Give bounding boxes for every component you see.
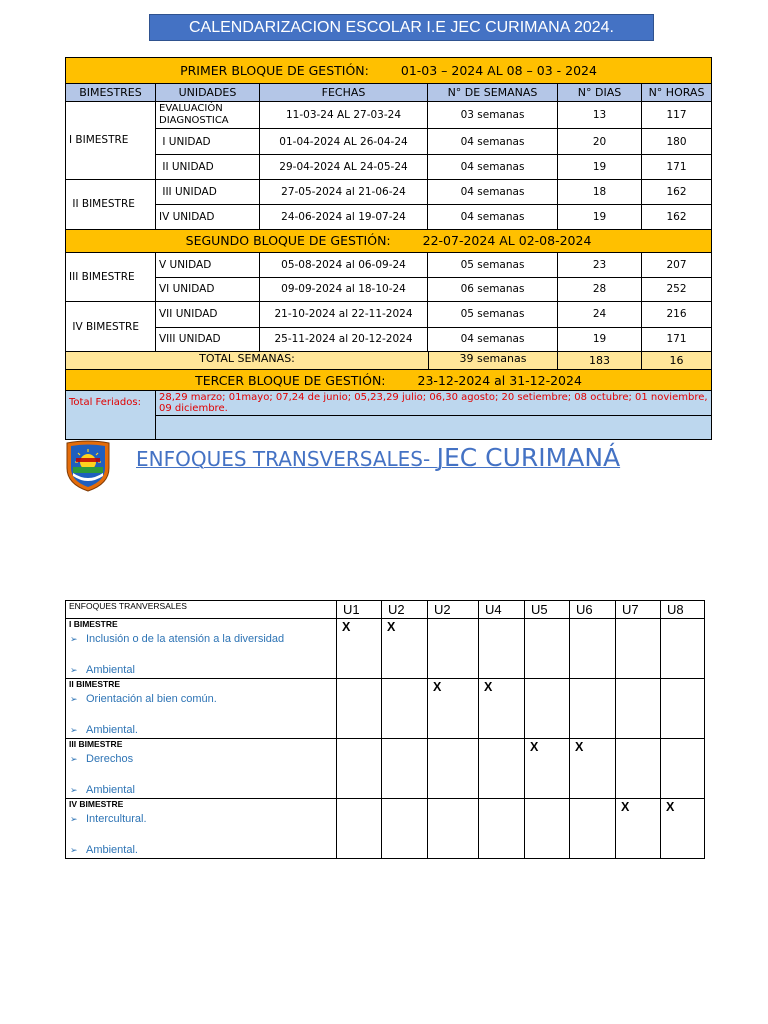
arrow-bullet-icon: ➢ [70,665,78,675]
dias-cell: 20 [558,129,642,155]
unidad-cell: VI UNIDAD [156,277,260,302]
mark-cell [479,799,525,859]
fechas-cell: 11-03-24 AL 27-03-24 [260,101,428,129]
mark-cell [428,739,479,799]
mark-cell: X [428,679,479,739]
mark-cell: X [479,679,525,739]
mark-cell [661,739,705,799]
header-dias: N° DIAS [558,83,642,101]
primer-bloque-label: PRIMER BLOQUE DE GESTIÓN: [180,62,369,78]
total-semanas: 39 semanas [428,352,557,369]
mark-cell: X [616,799,661,859]
segundo-bloque-row [66,229,712,252]
table-row [66,277,712,302]
enfoque-item: ➢ Ambiental [70,784,135,796]
col-header: U1 [337,601,382,619]
enfoque-item: ➢ Ambiental. [70,724,138,736]
mark-cell [337,679,382,739]
dias-cell: 23 [558,253,642,278]
semanas-cell: 05 semanas [428,302,558,328]
enfoques-table [65,600,705,859]
fechas-cell: 05-08-2024 al 06-09-24 [260,253,428,278]
bimestre-cell: I BIMESTRE [66,101,156,179]
segundo-bloque-label: SEGUNDO BLOQUE DE GESTIÓN: [185,233,391,249]
enfoques-header-label: ENFOQUES TRANVERSALES [66,601,337,619]
table-row [66,155,712,180]
header-fechas: FECHAS [260,83,428,101]
empty-cell [156,416,712,440]
fechas-cell: 27-05-2024 al 21-06-24 [260,179,428,205]
fechas-cell: 21-10-2024 al 22-11-2024 [260,302,428,328]
mark-cell [337,739,382,799]
semanas-cell: 04 semanas [428,179,558,205]
header-horas: N° HORAS [642,83,712,101]
mark-cell [661,619,705,679]
mark-cell [428,619,479,679]
mark-cell: X [337,619,382,679]
mark-cell: X [382,619,428,679]
mark-cell [337,799,382,859]
col-header: U6 [570,601,616,619]
dias-cell: 19 [558,205,642,230]
primer-bloque-cell [66,58,712,84]
mark-cell [382,739,428,799]
page-title-text: CALENDARIZACION ESCOLAR I.E JEC CURIMANA 2024. [189,18,614,36]
table-row [66,129,712,155]
segundo-bloque-range: 22-07-2024 AL 02-08-2024 [422,233,592,249]
fechas-cell: 25-11-2024 al 20-12-2024 [260,327,428,352]
mark-cell [570,679,616,739]
mark-cell [525,679,570,739]
bimestre-cell: II BIMESTRE [66,179,156,229]
enfoques-row [66,739,705,799]
mark-cell [661,679,705,739]
horas-cell: 216 [642,302,712,328]
mark-cell: X [661,799,705,859]
unidad-cell: VII UNIDAD [156,302,260,328]
mark-cell: X [570,739,616,799]
unidad-cell: VIII UNIDAD [156,327,260,352]
semanas-cell: 05 semanas [428,253,558,278]
tercer-bloque-row [66,370,712,390]
bimestre-label: II BIMESTRE [69,679,121,689]
feriados-text: 28,29 marzo; 01mayo; 07,24 de junio; 05,23,29 julio; 06,30 agosto; 20 setiembre; 08 octubre; 01 noviembre, 09 diciembre. [156,390,712,416]
semanas-cell: 06 semanas [428,277,558,302]
enfoque-item: ➢ Orientación al bien común. [70,693,217,705]
mark-cell [479,739,525,799]
horas-cell: 162 [642,205,712,230]
total-label: TOTAL SEMANAS: [199,352,295,366]
total-row [66,352,712,370]
enfoque-item: ➢ Ambiental [70,664,135,676]
table-row [66,205,712,230]
col-header: U2 [428,601,479,619]
table-row [66,101,712,129]
mark-cell: X [525,739,570,799]
semanas-cell: 04 semanas [428,205,558,230]
calendar-header-row [66,83,712,101]
page-title [149,14,654,41]
table-row [66,179,712,205]
enfoques-row [66,679,705,739]
enfoques-title [136,443,620,472]
dias-cell: 18 [558,179,642,205]
horas-cell: 117 [642,101,712,129]
col-header: U4 [479,601,525,619]
mark-cell [570,619,616,679]
total-horas: 16 [642,352,712,370]
bimestre-label: I BIMESTRE [69,619,118,629]
semanas-cell: 03 semanas [428,101,558,129]
bimestre-cell: IV BIMESTRE [66,302,156,352]
arrow-bullet-icon: ➢ [70,754,78,764]
horas-cell: 171 [642,327,712,352]
enfoques-title-part2: JEC CURIMANÁ [436,443,621,472]
horas-cell: 180 [642,129,712,155]
semanas-cell: 04 semanas [428,327,558,352]
enfoque-item: ➢ Intercultural. [70,813,147,825]
enfoques-cell [66,619,337,679]
mark-cell [479,619,525,679]
enfoques-cell [66,679,337,739]
col-header: U8 [661,601,705,619]
dias-cell: 19 [558,155,642,180]
bimestre-label: IV BIMESTRE [69,799,124,809]
enfoques-row [66,619,705,679]
horas-cell: 252 [642,277,712,302]
fechas-cell: 09-09-2024 al 18-10-24 [260,277,428,302]
feriados-label: Total Feriados: [66,390,156,439]
arrow-bullet-icon: ➢ [70,814,78,824]
mark-cell [525,799,570,859]
fechas-cell: 01-04-2024 AL 26-04-24 [260,129,428,155]
bimestre-label: III BIMESTRE [69,739,123,749]
dias-cell: 19 [558,327,642,352]
total-dias: 183 [558,352,642,370]
col-header: U7 [616,601,661,619]
enfoque-item: ➢ Derechos [70,753,134,765]
mark-cell [382,679,428,739]
tercer-bloque-range: 23-12-2024 al 31-12-2024 [417,372,582,388]
mark-cell [616,679,661,739]
mark-cell [570,799,616,859]
arrow-bullet-icon: ➢ [70,725,78,735]
enfoques-title-part1: ENFOQUES TRANSVERSALES- [136,447,437,471]
table-row [66,253,712,278]
table-row [66,327,712,352]
primer-bloque-row [66,58,712,84]
tercer-bloque-cell [66,370,712,390]
header-unidades: UNIDADES [156,83,260,101]
unidad-cell: III UNIDAD [156,179,260,205]
total-left-cell [66,352,558,370]
mark-cell [616,739,661,799]
dias-cell: 24 [558,302,642,328]
bimestre-cell: III BIMESTRE [66,253,156,302]
enfoques-row [66,799,705,859]
arrow-bullet-icon: ➢ [70,634,78,644]
table-row [66,302,712,328]
mark-cell [525,619,570,679]
horas-cell: 162 [642,179,712,205]
unidad-cell: I UNIDAD [156,129,260,155]
enfoque-item: ➢ Inclusión o de la atensión a la diversidad [70,633,285,645]
col-header: U5 [525,601,570,619]
enfoques-cell [66,739,337,799]
mark-cell [616,619,661,679]
feriados-empty-row [66,416,712,440]
semanas-cell: 04 semanas [428,129,558,155]
arrow-bullet-icon: ➢ [70,694,78,704]
col-header: U2 [382,601,428,619]
fechas-cell: 24-06-2024 al 19-07-24 [260,205,428,230]
dias-cell: 13 [558,101,642,129]
enfoques-cell [66,799,337,859]
header-semanas: N° DE SEMANAS [428,83,558,101]
dias-cell: 28 [558,277,642,302]
tercer-bloque-label: TERCER BLOQUE DE GESTIÓN: [195,372,386,388]
mark-cell [428,799,479,859]
mark-cell [382,799,428,859]
semanas-cell: 04 semanas [428,155,558,180]
arrow-bullet-icon: ➢ [70,845,78,855]
primer-bloque-range: 01-03 – 2024 AL 08 – 03 - 2024 [400,62,597,78]
header-bimestres: BIMESTRES [66,83,156,101]
fechas-cell: 29-04-2024 AL 24-05-24 [260,155,428,180]
calendar-table [65,57,712,440]
horas-cell: 171 [642,155,712,180]
enfoques-header-row [66,601,705,619]
unidad-cell: EVALUACIÓN DIAGNOSTICA [156,101,260,129]
segundo-bloque-cell [66,229,712,252]
horas-cell: 207 [642,253,712,278]
enfoque-item: ➢ Ambiental. [70,844,138,856]
unidad-cell: II UNIDAD [156,155,260,180]
arrow-bullet-icon: ➢ [70,785,78,795]
feriados-row [66,390,712,416]
school-shield-logo [64,440,112,492]
unidad-cell: IV UNIDAD [156,205,260,230]
unidad-cell: V UNIDAD [156,253,260,278]
